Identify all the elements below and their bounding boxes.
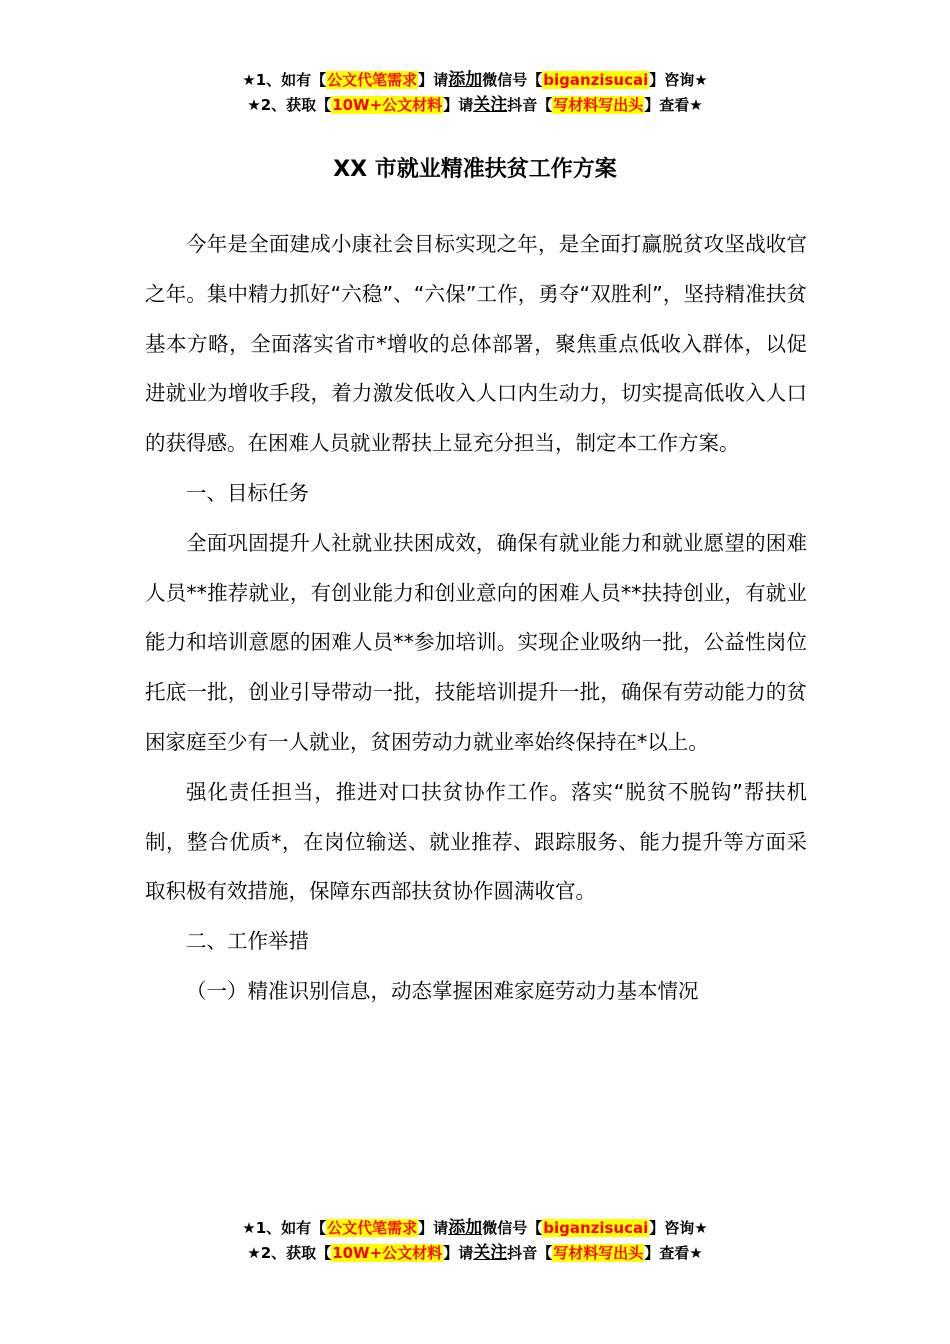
intro-paragraph: 今年是全面建成小康社会目标实现之年，是全面打赢脱贫攻坚战收官之年。集中精力抓好“六稳”、“六保”工作，勇夺“双胜利”，坚持精准扶贫基本方略，全面落实省市*增收的总体部署，聚焦重点低收入群体，以促进就业为增收手段，着力激发低收入人口内生动力，切实提高低收入人口的获得感。在困难人员就业帮扶上显充分担当，制定本工作方案。	[145, 232, 807, 456]
document-title: XX 市就业精准扶贫工作方案	[333, 157, 617, 182]
banner-highlight: 公文代笔需求	[327, 71, 418, 89]
banner-underline: 关注	[473, 95, 508, 115]
banner-underline: 关注	[473, 1243, 508, 1263]
banner-line-1	[0, 68, 950, 93]
banner-text: ★1、如有【	[242, 71, 327, 89]
banner-highlight-douyin-id: 写材料写出头	[553, 1244, 644, 1262]
banner-text: 微信号【	[482, 71, 543, 89]
banner-highlight-wechat-id: biganzisucai	[543, 1219, 649, 1237]
banner-text: 】请	[418, 71, 449, 89]
banner-highlight-wechat-id: biganzisucai	[543, 71, 649, 89]
banner-highlight: 公文代笔需求	[327, 1219, 418, 1237]
banner-text: 】请	[418, 1219, 449, 1237]
section-heading-goals: 一、目标任务	[186, 480, 309, 505]
banner-line-2	[0, 1241, 950, 1266]
banner-highlight: 10W+公文材料	[332, 1244, 443, 1262]
banner-underline: 添加	[448, 1218, 483, 1238]
banner-text: ★1、如有【	[242, 1219, 327, 1237]
banner-text: 】查看★	[644, 96, 703, 114]
banner-text: 微信号【	[482, 1219, 543, 1237]
goals-paragraph: 全面巩固提升人社就业扶困成效，确保有就业能力和就业愿望的困难人员**推荐就业，有创业能力和创业意向的困难人员**扶持创业，有就业能力和培训意愿的困难人员**参加培训。实现企业吸纳一批，公益性岗位托底一批，创业引导带动一批，技能培训提升一批，确保有劳动能力的贫困家庭至少有一人就业，贫困劳动力就业率始终保持在*以上。	[145, 530, 807, 754]
banner-text: 】咨询★	[649, 71, 708, 89]
banner-underline: 添加	[448, 70, 483, 90]
banner-line-2	[0, 93, 950, 118]
banner-text: ★2、获取【	[247, 1244, 332, 1262]
document-body	[145, 220, 807, 1017]
banner-text: 】请	[443, 1244, 474, 1262]
banner-text: 抖音【	[507, 1244, 553, 1262]
section-heading-measures: 二、工作举措	[186, 929, 309, 954]
banner-text: 】请	[443, 96, 474, 114]
subsection-heading-1: （一）精准识别信息，动态掌握困难家庭劳动力基本情况	[186, 978, 699, 1003]
responsibility-paragraph: 强化责任担当，推进对口扶贫协作工作。落实“脱贫不脱钩”帮扶机制，整合优质*，在岗位输送、就业推荐、跟踪服务、能力提升等方面采取积极有效措施，保障东西部扶贫协作圆满收官。	[145, 779, 807, 904]
banner-text: 抖音【	[507, 96, 553, 114]
banner-text: 】查看★	[644, 1244, 703, 1262]
banner-line-1	[0, 1216, 950, 1241]
footer-banner	[0, 1216, 950, 1266]
banner-text: 】咨询★	[649, 1219, 708, 1237]
banner-highlight-douyin-id: 写材料写出头	[553, 96, 644, 114]
banner-text: ★2、获取【	[247, 96, 332, 114]
header-banner	[0, 68, 950, 118]
banner-highlight: 10W+公文材料	[332, 96, 443, 114]
